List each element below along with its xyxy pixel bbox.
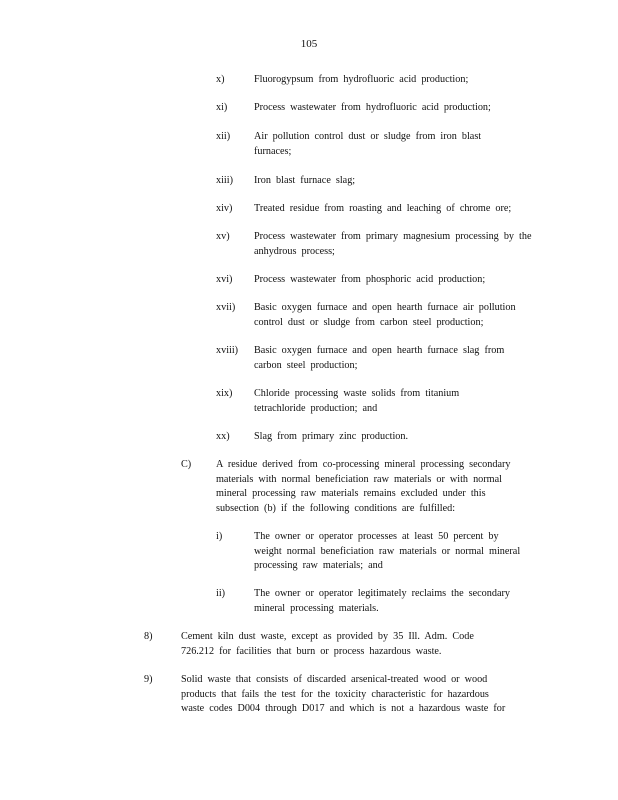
- item-text: A residue derived from co-processing mineral processing secondary materials with normal beneficiation raw materials or with normal mineral processing raw materials remains excluded under this subsection (b) if the following conditions are fulfilled:: [216, 459, 511, 514]
- item-text: Process wastewater from phosphoric acid production;: [254, 274, 486, 285]
- item-label: i): [216, 531, 223, 542]
- item-text: The owner or operator processes at least 50 percent by weight normal beneficiation raw materials or normal mineral processing raw materials; and: [254, 531, 521, 571]
- item-text: The owner or operator legitimately reclaims the secondary mineral processing materials.: [254, 588, 510, 614]
- item-text: Air pollution control dust or sludge from iron blast furnaces;: [254, 131, 482, 157]
- item-text: Solid waste that consists of discarded arsenical-treated wood or wood products that fails the test for the toxicity characteristic for hazardous waste codes D004 through D017 and which is not a hazardous waste for: [181, 674, 506, 714]
- item-label: xix): [216, 388, 233, 399]
- item-label: xvii): [216, 302, 236, 313]
- item-label: xv): [216, 231, 230, 242]
- item-text: Basic oxygen furnace and open hearth furnace slag from carbon steel production;: [254, 345, 505, 371]
- item-label: xiv): [216, 203, 233, 214]
- item-text: Fluorogypsum from hydrofluoric acid production;: [254, 74, 469, 85]
- item-label: 9): [144, 674, 153, 685]
- item-text: Chloride processing waste solids from titanium tetrachloride production; and: [254, 388, 460, 414]
- item-text: Slag from primary zinc production.: [254, 431, 409, 442]
- item-label: xviii): [216, 345, 239, 356]
- item-label: xvi): [216, 274, 233, 285]
- item-text: Basic oxygen furnace and open hearth furnace air pollution control dust or sludge from carbon steel production;: [254, 302, 516, 328]
- item-text: Cement kiln dust waste, except as provided by 35 Ill. Adm. Code 726.212 for facilities that burn or process hazardous waste.: [181, 631, 474, 657]
- item-text: Treated residue from roasting and leaching of chrome ore;: [254, 203, 512, 214]
- item-text: Iron blast furnace slag;: [254, 175, 356, 186]
- item-label: 8): [144, 631, 153, 642]
- item-text: Process wastewater from primary magnesium processing by the anhydrous process;: [254, 231, 532, 257]
- item-label: C): [181, 459, 192, 470]
- page-number: 105: [300, 38, 318, 50]
- item-label: xx): [216, 431, 230, 442]
- item-label: x): [216, 74, 225, 85]
- item-label: ii): [216, 588, 226, 599]
- item-label: xii): [216, 131, 231, 142]
- item-label: xi): [216, 102, 228, 113]
- item-text: Process wastewater from hydrofluoric acid production;: [254, 102, 491, 113]
- item-label: xiii): [216, 175, 233, 186]
